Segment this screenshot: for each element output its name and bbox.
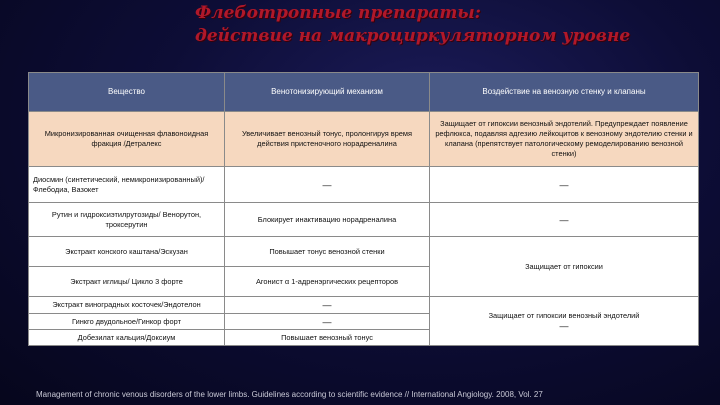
substance-cell: Экстракт виноградных косточек/Эндотелон [29, 297, 225, 314]
effect-cell: — [430, 203, 699, 237]
effect-cell: Защищает от гипоксии [430, 237, 699, 297]
substance-cell: Экстракт конского каштана/Эскузан [29, 237, 225, 267]
substance-cell: Гинкго двудольное/Гинкор форт [29, 314, 225, 330]
substance-cell: Диосмин (синтетический, немикронизированный)/ Флебодиа, Вазокет [29, 167, 225, 203]
substance-cell: Микронизированная очищенная флавоноидная фракция /Детралекс [29, 112, 225, 167]
table-row [29, 297, 699, 314]
mechanism-cell: — [225, 314, 430, 330]
mechanism-cell: Повышает венозный тонус [225, 330, 430, 346]
substance-cell: Рутин и гидроксиэтилрутозиды/ Венорутон, троксерутин [29, 203, 225, 237]
effect-cell: Защищает от гипоксии венозный эндотелий. Предупреждает появление рефлюкса, подавляя адгезию лейкоцитов к венозному эндотелию стенки и клапана (препятствует патологическому ремоделированию венозной стенки) [430, 112, 699, 167]
substance-cell: Добезилат кальция/Доксиум [29, 330, 225, 346]
header-effect: Воздействие на венозную стенку и клапаны [430, 73, 699, 112]
mechanism-cell: Агонист α 1-адренэргических рецепторов [225, 267, 430, 297]
slide-title [195, 2, 715, 48]
mechanism-cell: Блокирует инактивацию норадреналина [225, 203, 430, 237]
mechanism-cell: Повышает тонус венозной стенки [225, 237, 430, 267]
mechanism-cell: — [225, 297, 430, 314]
title-line-2: действие на макроциркуляторном уровне [195, 26, 631, 46]
header-substance: Вещество [29, 73, 225, 112]
effect-cell-text: Защищает от гипоксии венозный эндотелий [488, 311, 640, 320]
substance-cell: Экстракт иглицы/ Цикло 3 форте [29, 267, 225, 297]
title-line-1: Флеботропные препараты: [195, 3, 481, 23]
effect-cell: — [430, 167, 699, 203]
table-row [29, 237, 699, 267]
effect-cell-dash: — [559, 321, 569, 331]
table-row [29, 203, 699, 237]
drug-comparison-table [28, 72, 699, 346]
effect-cell [430, 297, 699, 346]
table-row [29, 167, 699, 203]
table-row [29, 112, 699, 167]
table-header-row [29, 73, 699, 112]
mechanism-cell: Увеличивает венозный тонус, пролонгируя время действия пристеночного норадреналина [225, 112, 430, 167]
header-mechanism: Венотонизирующий механизм [225, 73, 430, 112]
mechanism-cell: — [225, 167, 430, 203]
citation-footer: Management of chronic venous disorders of the lower limbs. Guidelines according to scientific evidence // International Angiology. 2008, Vol. 27 [36, 390, 543, 399]
